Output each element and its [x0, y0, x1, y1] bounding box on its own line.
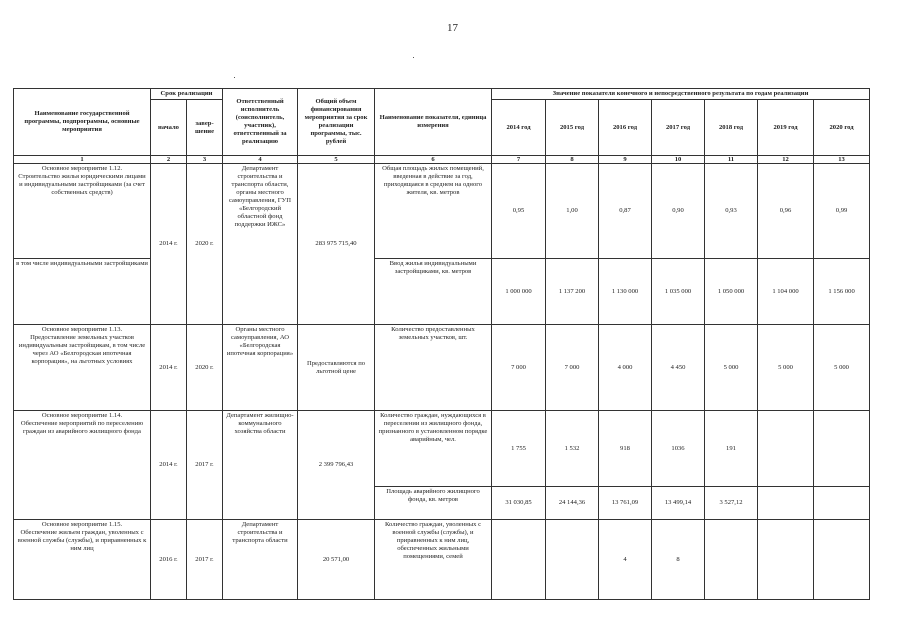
header-year: 2014 год — [492, 100, 546, 156]
column-number: 8 — [546, 156, 599, 164]
header-end: завер- шение — [187, 100, 223, 156]
value-cell — [546, 520, 599, 600]
header-start: начало — [151, 100, 187, 156]
value-cell — [814, 520, 870, 600]
header-year: 2015 год — [546, 100, 599, 156]
value-cell — [758, 487, 814, 520]
indicator-name: Площадь аварийного жилищного фонда, кв. метров — [375, 487, 492, 520]
header-values: Значение показателя конечного и непосредственного результата по годам реализации — [492, 89, 870, 100]
program-name: Основное мероприятие 1.15. Обеспечение жильем граждан, уволенных с военной службы (службы), и приравненных к ним лиц — [14, 520, 151, 600]
value-cell: 1,00 — [546, 164, 599, 259]
start-year: 2014 г. — [151, 325, 187, 411]
column-number: 13 — [814, 156, 870, 164]
value-cell: 4 000 — [599, 325, 652, 411]
value-cell: 1 130 000 — [599, 259, 652, 325]
value-cell: 1 104 000 — [758, 259, 814, 325]
value-cell — [705, 520, 758, 600]
indicator-name: Количество предоставленных земельных участков, шт. — [375, 325, 492, 411]
start-year: 2014 г. — [151, 164, 187, 325]
indicator-name: Общая площадь жилых помещений, введенная в действие за год, приходящаяся в среднем на одного жителя, кв. метров — [375, 164, 492, 259]
value-cell: 4 — [599, 520, 652, 600]
value-cell: 1036 — [652, 411, 705, 487]
program-name: в том числе индивидуальными застройщиками — [14, 259, 151, 325]
table-row — [14, 411, 870, 487]
program-name: Основное мероприятие 1.12. Строительство жилья юридическими лицами и индивидуальными застройщиками (за счет собственных средств) — [14, 164, 151, 259]
value-cell: 24 144,36 — [546, 487, 599, 520]
funding-volume: Предоставляются по льготной цене — [298, 325, 375, 411]
indicator-name: Количество граждан, нуждающихся в переселении из жилищного фонда, признанного в установленном порядке аварийным, чел. — [375, 411, 492, 487]
column-number: 12 — [758, 156, 814, 164]
column-number: 4 — [223, 156, 298, 164]
column-number: 1 — [14, 156, 151, 164]
header-year: 2018 год — [705, 100, 758, 156]
end-year: 2020 г. — [187, 164, 223, 325]
value-cell: 0,90 — [652, 164, 705, 259]
value-cell: 13 761,09 — [599, 487, 652, 520]
end-year: 2017 г. — [187, 411, 223, 520]
value-cell — [492, 520, 546, 600]
value-cell: 31 030,85 — [492, 487, 546, 520]
table-row — [14, 259, 870, 325]
column-number: 5 — [298, 156, 375, 164]
end-year: 2020 г. — [187, 325, 223, 411]
value-cell: 8 — [652, 520, 705, 600]
column-number-row — [14, 156, 870, 164]
column-number: 2 — [151, 156, 187, 164]
table-row — [14, 520, 870, 600]
value-cell: 918 — [599, 411, 652, 487]
indicator-name: Количество граждан, уволенных с военной службы (службы), и приравненных к ним лиц, обеспеченных жильными помещениями, семей — [375, 520, 492, 600]
header-year: 2016 год — [599, 100, 652, 156]
header-year: 2019 год — [758, 100, 814, 156]
executor: Департамент жилищно-коммунального хозяйства области — [223, 411, 298, 520]
funding-volume: 20 571,00 — [298, 520, 375, 600]
funding-volume: 283 975 715,40 — [298, 164, 375, 325]
value-cell: 1 532 — [546, 411, 599, 487]
executor: Департамент строительства и транспорта области, органы местного самоуправления, ГУП «Белгородский областной фонд поддержки ИЖС» — [223, 164, 298, 325]
value-cell: 0,87 — [599, 164, 652, 259]
start-year: 2016 г. — [151, 520, 187, 600]
value-cell: 0,95 — [492, 164, 546, 259]
header-year: 2020 год — [814, 100, 870, 156]
value-cell: 191 — [705, 411, 758, 487]
value-cell: 1 156 000 — [814, 259, 870, 325]
value-cell: 0,96 — [758, 164, 814, 259]
value-cell: 5 000 — [814, 325, 870, 411]
scan-speck — [413, 57, 414, 58]
header-period: Срок реализации — [151, 89, 223, 100]
value-cell: 3 527,12 — [705, 487, 758, 520]
value-cell: 1 000 000 — [492, 259, 546, 325]
program-name: Основное мероприятие 1.13. Предоставление земельных участков индивидуальным застройщикам, в том числе через АО «Белгородская ипотечная корпорация», на льготных условиях — [14, 325, 151, 411]
value-cell: 7 000 — [492, 325, 546, 411]
value-cell: 1 035 000 — [652, 259, 705, 325]
header-volume: Общий объем финансирования мероприятия за срок реализации программы, тыс. рублей — [298, 89, 375, 156]
value-cell: 5 000 — [705, 325, 758, 411]
column-number: 3 — [187, 156, 223, 164]
value-cell: 4 450 — [652, 325, 705, 411]
funding-volume: 2 399 796,43 — [298, 411, 375, 520]
value-cell: 7 000 — [546, 325, 599, 411]
header-program-name: Наименование государственной программы, подпрограммы, основные мероприятия — [14, 89, 151, 156]
column-number: 6 — [375, 156, 492, 164]
table-row — [14, 164, 870, 259]
program-table — [13, 88, 870, 600]
header-executor: Ответственный исполнитель (соисполнитель, участник), ответственный за реализацию — [223, 89, 298, 156]
executor: Департамент строительства и транспорта области — [223, 520, 298, 600]
value-cell — [758, 520, 814, 600]
end-year: 2017 г. — [187, 520, 223, 600]
program-name: Основное мероприятие 1.14. Обеспечение мероприятий по переселению граждан из аварийного жилищного фонда — [14, 411, 151, 520]
indicator-name: Ввод жилья индивидуальными застройщиками, кв. метров — [375, 259, 492, 325]
header-year: 2017 год — [652, 100, 705, 156]
start-year: 2014 г. — [151, 411, 187, 520]
column-number: 11 — [705, 156, 758, 164]
value-cell — [758, 411, 814, 487]
value-cell: 5 000 — [758, 325, 814, 411]
header-indicator: Наименование показателя, единица измерения — [375, 89, 492, 156]
value-cell: 0,99 — [814, 164, 870, 259]
value-cell — [814, 411, 870, 487]
table-row — [14, 325, 870, 411]
value-cell: 13 499,14 — [652, 487, 705, 520]
executor: Органы местного самоуправления, АО «Белгородская ипотечная корпорация» — [223, 325, 298, 411]
value-cell — [814, 487, 870, 520]
column-number: 9 — [599, 156, 652, 164]
value-cell: 1 050 000 — [705, 259, 758, 325]
page-number: 17 — [447, 22, 458, 34]
value-cell: 0,93 — [705, 164, 758, 259]
value-cell: 1 137 200 — [546, 259, 599, 325]
value-cell: 1 755 — [492, 411, 546, 487]
header-row-1 — [14, 89, 870, 100]
column-number: 10 — [652, 156, 705, 164]
scan-speck — [234, 77, 235, 78]
column-number: 7 — [492, 156, 546, 164]
